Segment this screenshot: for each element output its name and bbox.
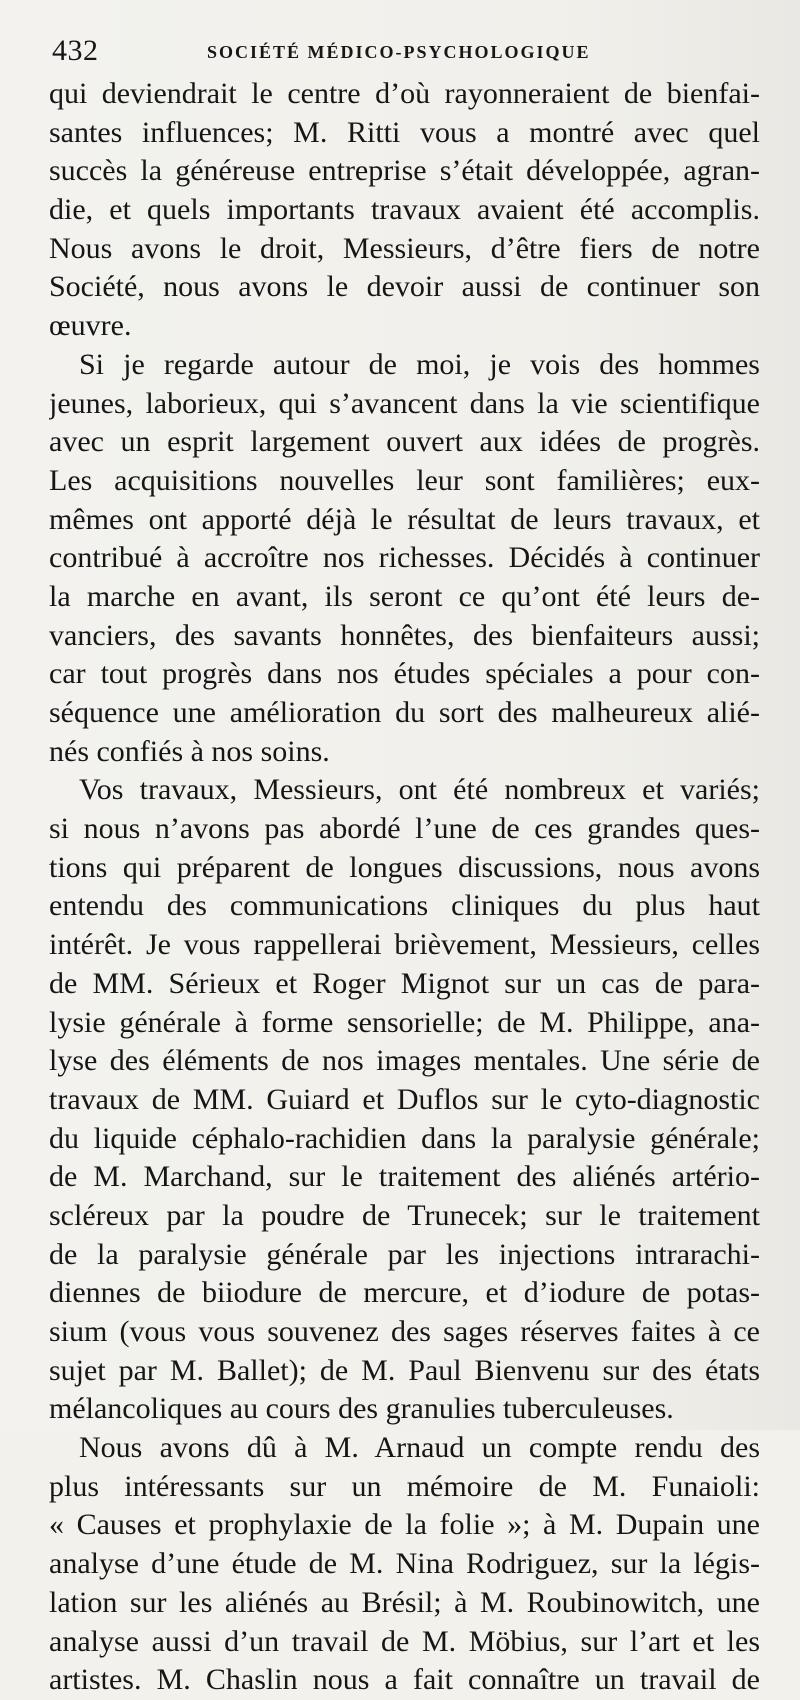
text-line: lysie générale à forme sensorielle; de M. Philippe, ana- bbox=[49, 1005, 760, 1039]
text-line: Vos travaux, Messieurs, ont été nombreux et variés; bbox=[79, 773, 760, 807]
text-line: du liquide céphalo-rachidien dans la paralysie générale; bbox=[49, 1121, 760, 1155]
text-line: santes influences; M. Ritti vous a montré avec quel bbox=[49, 115, 760, 149]
text-line: Nous avons dû à M. Arnaud un compte rendu des bbox=[79, 1431, 760, 1465]
text-line: avec un esprit largement ouvert aux idées de progrès. bbox=[49, 425, 760, 459]
text-line: tions qui préparent de longues discussions, nous avons bbox=[49, 850, 760, 884]
page-header bbox=[52, 34, 752, 68]
text-line: entendu des communications cliniques du plus haut bbox=[49, 889, 760, 923]
text-line: analyse d’une étude de M. Nina Rodriguez, sur la légis- bbox=[49, 1547, 760, 1581]
text-line: car tout progrès dans nos études spéciales a pour con- bbox=[49, 657, 760, 691]
text-line: Nous avons le droit, Messieurs, d’être fiers de notre bbox=[49, 231, 760, 265]
text-line: de M. Marchand, sur le traitement des aliénés artério- bbox=[49, 1160, 760, 1194]
text-line: mélancoliques au cours des granulies tuberculeuses. bbox=[49, 1392, 674, 1426]
text-line: diennes de biiodure de mercure, et d’iodure de potas- bbox=[49, 1276, 760, 1310]
text-line: lation sur les aliénés au Brésil; à M. Roubinowitch, une bbox=[49, 1585, 760, 1619]
running-head: SOCIÉTÉ MÉDICO-PSYCHOLOGIQUE bbox=[207, 42, 591, 62]
text-line: die, et quels importants travaux avaient été accomplis. bbox=[49, 193, 760, 227]
text-line: Si je regarde autour de moi, je vois des hommes bbox=[79, 347, 760, 381]
text-line: plus intéressants sur un mémoire de M. Funaioli: bbox=[49, 1469, 760, 1503]
text-line: si nous n’avons pas abordé l’une de ces grandes ques- bbox=[49, 812, 760, 846]
text-line: lyse des éléments de nos images mentales. Une série de bbox=[49, 1044, 760, 1078]
text-line: scléreux par la poudre de Trunecek; sur le traitement bbox=[49, 1198, 760, 1232]
text-line: jeunes, laborieux, qui s’avancent dans la vie scientifique bbox=[49, 386, 760, 420]
body-text bbox=[49, 75, 760, 1700]
text-line: séquence une amélioration du sort des malheureux alié- bbox=[49, 696, 760, 729]
page-number: 432 bbox=[52, 34, 99, 67]
text-line: sujet par M. Ballet); de M. Paul Bienvenu sur des états bbox=[49, 1353, 760, 1387]
text-line: qui deviendrait le centre d’où rayonneraient de bienfai- bbox=[49, 77, 760, 110]
text-line: œuvre. bbox=[49, 309, 132, 343]
text-line: de la paralysie générale par les injections intrarachi- bbox=[49, 1237, 760, 1271]
text-line: Société, nous avons le devoir aussi de continuer son bbox=[49, 270, 760, 304]
text-line: analyse aussi d’un travail de M. Möbius, sur l’art et les bbox=[49, 1624, 760, 1658]
text-line: « Causes et prophylaxie de la folie »; à M. Dupain une bbox=[49, 1508, 760, 1542]
text-line: contribué à accroître nos richesses. Décidés à continuer bbox=[49, 541, 760, 575]
text-line: intérêt. Je vous rappellerai brièvement, Messieurs, celles bbox=[49, 928, 760, 962]
text-line: la marche en avant, ils seront ce qu’ont été leurs de- bbox=[49, 579, 760, 613]
text-line: vanciers, des savants honnêtes, des bienfaiteurs aussi; bbox=[49, 618, 760, 652]
text-line: artistes. M. Chaslin nous a fait connaître un travail de bbox=[49, 1663, 760, 1697]
text-line: travaux de MM. Guiard et Duflos sur le cyto-diagnostic bbox=[49, 1082, 760, 1116]
text-line: sium (vous vous souvenez des sages réserves faites à ce bbox=[49, 1315, 760, 1348]
text-line: mêmes ont apporté déjà le résultat de leurs travaux, et bbox=[49, 502, 760, 536]
text-line: Les acquisitions nouvelles leur sont familières; eux- bbox=[49, 463, 760, 497]
text-line: de MM. Sérieux et Roger Mignot sur un cas de para- bbox=[49, 966, 760, 1000]
text-line: succès la généreuse entreprise s’était développée, agran- bbox=[49, 154, 760, 188]
text-line: nés confiés à nos soins. bbox=[49, 734, 330, 768]
